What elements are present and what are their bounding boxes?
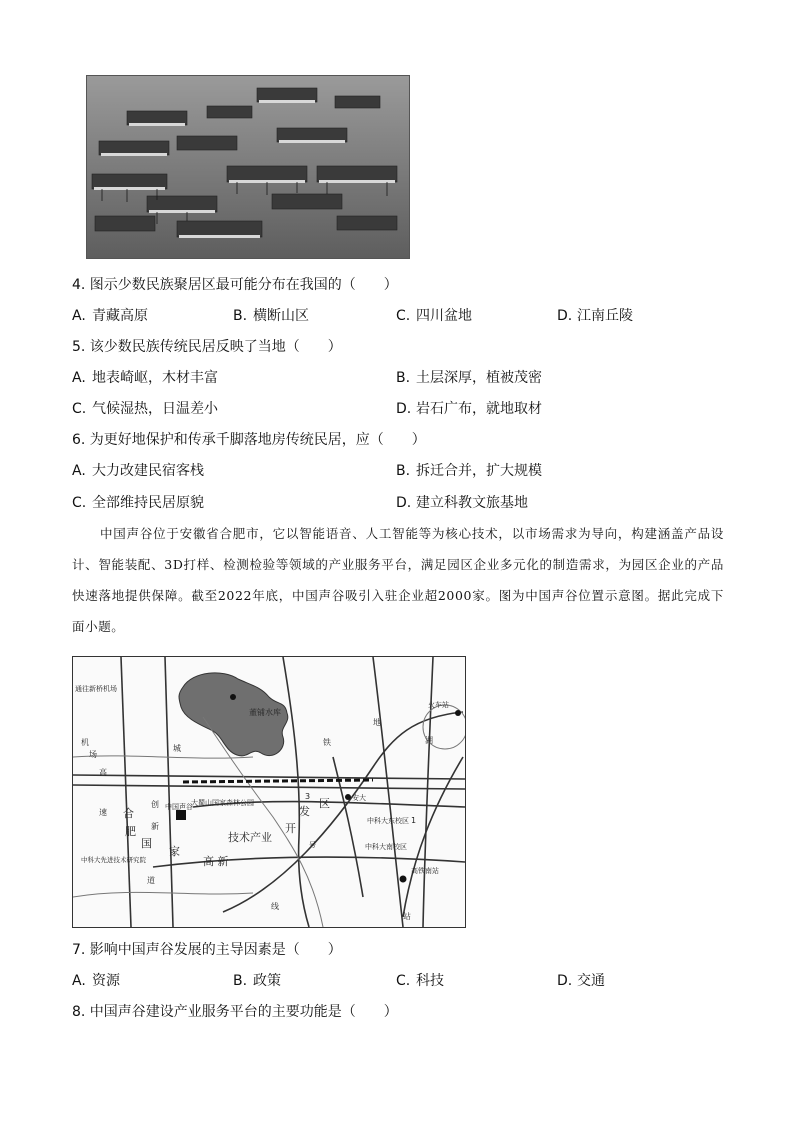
q7-option-b[interactable]: B. 政策 [233, 973, 281, 989]
tech-zone-label: 技术产业 [228, 831, 272, 844]
voice-valley-marker [176, 810, 186, 820]
ustc-south-label: 中科大南校区 [365, 843, 407, 851]
tie-label: 铁 [323, 738, 331, 747]
q4-option-a[interactable]: A. 青藏高原 [72, 308, 148, 324]
ustc-east-label: 中科大东校区 [367, 817, 409, 825]
su-label: 速 [99, 808, 107, 817]
q4-option-b[interactable]: B. 横断山区 [233, 308, 309, 324]
anhui-university-marker [345, 794, 351, 800]
q6-option-b[interactable]: B. 拆迁合并，扩大规模 [396, 463, 542, 479]
cheng-label: 城 [173, 744, 181, 753]
fa-label: 发 [299, 805, 310, 818]
q6-option-c[interactable]: C. 全部维持民居原貌 [72, 495, 204, 511]
map-svg [73, 657, 465, 927]
question-6-stem: 6. 为更好地保护和传承千脚落地房传统民居，应（ ） [72, 432, 426, 448]
reservoir-label: 董铺水库 [249, 708, 281, 717]
one-label: 1 [411, 816, 417, 825]
q4-option-c[interactable]: C. 四川盆地 [396, 308, 472, 324]
q6-option-a[interactable]: A. 大力改建民宿客栈 [72, 463, 204, 479]
stilt-houses-photo [86, 75, 410, 259]
q5-option-a[interactable]: A. 地表崎岖，木材丰富 [72, 370, 218, 386]
q5-option-d[interactable]: D. 岩石广布，就地取材 [396, 401, 542, 417]
kai-label: 开 [285, 822, 296, 835]
q4-option-d[interactable]: D. 江南丘陵 [557, 308, 633, 324]
q7-option-a[interactable]: A. 资源 [72, 973, 120, 989]
train-station-label: 火车站 [428, 701, 449, 709]
q7-option-d[interactable]: D. 交通 [557, 973, 605, 989]
question-7-stem: 7. 影响中国声谷发展的主导因素是（ ） [72, 942, 342, 958]
stilt-houses-illustration [87, 76, 409, 258]
jia-label: 家 [169, 845, 180, 858]
hu-label: 湖 [425, 736, 433, 745]
location-map [72, 656, 466, 928]
reservoir-marker [230, 694, 236, 700]
three-label: 3 [305, 792, 311, 801]
q5-option-c[interactable]: C. 气候湿热，日温差小 [72, 401, 218, 417]
gao-label: 高 [99, 768, 107, 777]
he-label: 合 [123, 807, 134, 820]
passage-text: 中国声谷位于安徽省合肥市，它以智能语音、人工智能等为核心技术，以市场需求为导向，构建涵盖产品设计、智能装配、3D打样、检测检验等领域的产业服务平台，满足园区企业多元化的制造需求，为园区企业的产品快速落地提供保障。截至2022年底，中国声谷吸引入驻企业超2000家。图为中国声谷位置示意图。据此完成下面小题。 [72, 526, 724, 634]
airport-label: 通往新桥机场 [75, 685, 117, 693]
ji-label: 机 [81, 738, 89, 747]
train-station-marker [455, 710, 461, 716]
chuang-label: 创 [151, 800, 159, 809]
question-5-stem: 5. 该少数民族传统民居反映了当地（ ） [72, 339, 342, 355]
qu-label: 区 [319, 797, 330, 810]
question-8-stem: 8. 中国声谷建设产业服务平台的主要功能是（ ） [72, 1004, 398, 1020]
hsr-south-marker [400, 876, 407, 883]
xian-label: 线 [271, 902, 279, 911]
anhui-label: 安大 [352, 794, 366, 802]
q6-option-d[interactable]: D. 建立科教文旅基地 [396, 495, 528, 511]
railway-line [183, 780, 373, 782]
di-label: 地 [373, 718, 381, 727]
hao-label: 号 [309, 841, 316, 849]
voice-valley-label: 中国声谷 [165, 803, 193, 811]
hsr-south-label: 高铁南站 [411, 867, 439, 875]
q7-option-c[interactable]: C. 科技 [396, 973, 444, 989]
dao-label: 道 [147, 876, 155, 885]
park-label: 大蜀山国家森林公园 [191, 799, 254, 807]
fei-label: 肥 [125, 825, 136, 838]
chang-label: 场 [89, 750, 97, 759]
q5-option-b[interactable]: B. 土层深厚，植被茂密 [396, 370, 542, 386]
xin-label: 新 [151, 822, 159, 831]
zhan-label: 站 [403, 912, 411, 921]
gao-xin-label: 高 新 [203, 855, 229, 868]
question-4-stem: 4. 图示少数民族聚居区最可能分布在我国的（ ） [72, 277, 398, 293]
guo-label: 国 [141, 837, 152, 850]
ustc-institute-label: 中科大先进技术研究院 [81, 856, 146, 864]
